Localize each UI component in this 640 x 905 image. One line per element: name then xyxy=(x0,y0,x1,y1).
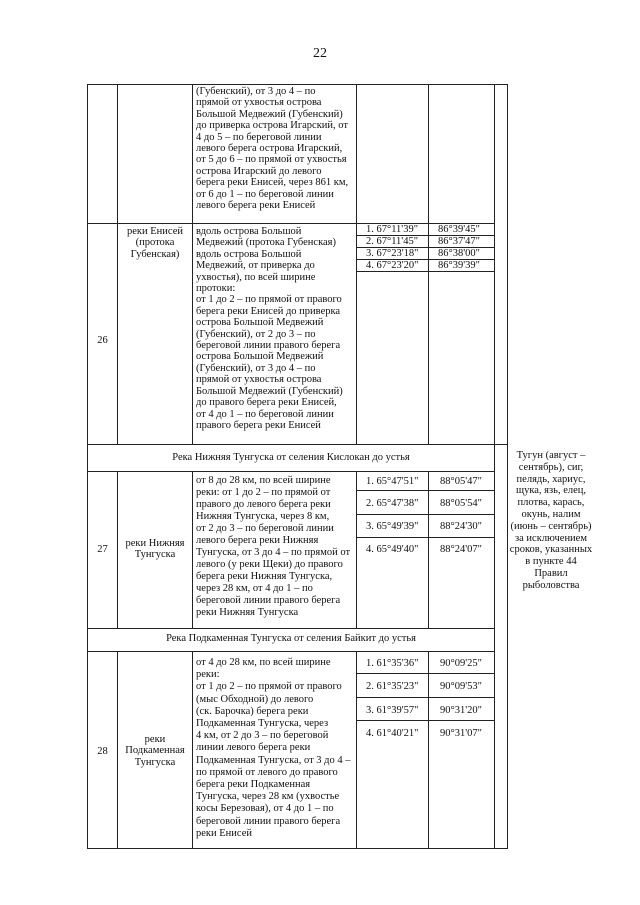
coord-lon: 88°05'47" xyxy=(440,476,482,487)
col-divider xyxy=(192,651,193,848)
col-divider xyxy=(117,84,118,444)
coord-divider xyxy=(356,490,494,491)
col-divider xyxy=(356,84,357,444)
row-divider xyxy=(87,471,494,472)
coord-divider xyxy=(356,697,494,698)
coord-lon: 88°24'30" xyxy=(440,521,482,532)
coord-divider xyxy=(356,720,494,721)
fishing-restrictions-note: Тугун (август – сентябрь), сиг, пелядь, хариус, щука, язь, елец, плотва, карась, окунь, налим (июнь – сентябрь) за исключением сроков, указанных в пункте 44 Правил рыболовства xyxy=(509,450,593,591)
coord-lat: 3. 65°49'39" xyxy=(366,521,419,532)
coord-lon: 90°09'53" xyxy=(440,681,482,692)
row-27-description: от 8 до 28 км, по всей ширине реки: от 1 до 2 – по прямой от правого до левого берега реки Нижняя Тунгуска, через 8 км, от 2 до 3 – по береговой линии левого берега реки Нижняя Тунгуска, от 3 до 4 – по прямой от левого (у реки Щеки) до правого берега реки Нижняя Тунгуска, через 28 км, от 4 до 1 – по береговой линии правого берега реки Нижняя Тунгуска xyxy=(196,475,351,618)
coord-divider xyxy=(356,514,494,515)
col-divider xyxy=(192,471,193,628)
page-number: 22 xyxy=(313,46,327,61)
table-border-bottom xyxy=(87,848,508,849)
coord-lat: 1. 65°47'51" xyxy=(366,476,419,487)
coord-lat: 4. 61°40'21" xyxy=(366,728,419,739)
row-26-number: 26 xyxy=(97,335,108,346)
coord-lat: 4. 67°23'20" xyxy=(366,260,419,271)
row-divider xyxy=(87,651,494,652)
coord-lon: 90°31'20" xyxy=(440,705,482,716)
col-divider xyxy=(356,471,357,628)
col-divider xyxy=(356,651,357,848)
coord-lon: 90°31'07" xyxy=(440,728,482,739)
coord-lon: 86°39'45" xyxy=(438,224,480,235)
coord-lat: 2. 67°11'45" xyxy=(366,236,418,247)
coord-lat: 1. 61°35'36" xyxy=(366,658,419,669)
coord-lat: 2. 61°35'23" xyxy=(366,681,419,692)
row-27-water-body: реки Нижняя Тунгуска xyxy=(125,538,185,561)
row-28-number: 28 xyxy=(97,746,108,757)
col-divider xyxy=(428,84,429,444)
coord-lat: 3. 61°39'57" xyxy=(366,705,419,716)
coord-lat: 3. 67°23'18" xyxy=(366,248,419,259)
row-divider xyxy=(87,444,508,445)
row-26-cont-description: (Губенский), от 3 до 4 – по прямой от ухвостья острова Большой Медвежий (Губенский) до приверка острова Игарский, от 4 до 5 – по береговой линии левого берега острова Игарский, от 5 до 6 – по прямой от ухвостья острова Игарский до левого берега реки Енисей, через 861 км, от 6 до 1 – по береговой линии левого берега реки Енисей xyxy=(196,86,349,212)
coord-divider xyxy=(356,537,494,538)
col-divider xyxy=(428,651,429,848)
row-26-water-body: реки Енисей (протока Губенская) xyxy=(127,226,183,260)
col-divider xyxy=(192,84,193,444)
row-divider xyxy=(87,223,494,224)
section-header-lower-tunguska: Река Нижняя Тунгуска от селения Кислокан до устья xyxy=(172,452,410,463)
coord-lat: 1. 67°11'39" xyxy=(366,224,418,235)
coord-lat: 2. 65°47'38" xyxy=(366,498,419,509)
coord-lon: 88°24'07" xyxy=(440,544,482,555)
row-28-description: от 4 до 28 км, по всей ширине реки: от 1 до 2 – по прямой от правого (мыс Обходной) до левого (ск. Барочка) берега реки Подкаменная Тунгуска, через 4 км, от 2 до 3 – по береговой линии левого берега реки Подкаменная Тунгуска, от 3 до 4 – по прямой от левого до правого берега реки Подкаменная Тунгуска, через 28 км (ухвостье косы Березовая), от 4 до 1 – по береговой линии правого берега реки Енисей xyxy=(196,657,351,839)
coord-lon: 88°05'54" xyxy=(440,498,482,509)
table-border-top xyxy=(87,84,508,85)
section-header-podkamennaya-tunguska: Река Подкаменная Тунгуска от селения Байкит до устья xyxy=(166,633,416,644)
row-26-description: вдоль острова Большой Медвежий (протока Губенская) вдоль острова Большой Медвежий, от приверка до ухвостья), по всей ширине протоки: от 1 до 2 – по прямой от правого берега реки Енисей до приверка острова Большой Медвежий (Губенский), от 2 до 3 – по береговой линии правого берега острова Большой Медвежий (Губенский), от 3 до 4 – по прямой от ухвостья острова Большой Медвежий (Губенский) до правого берега реки Енисей, от 4 до 1 – по береговой линии правого берега реки Енисей xyxy=(196,226,343,431)
col-divider xyxy=(428,471,429,628)
coord-divider xyxy=(356,673,494,674)
coord-lon: 90°09'25" xyxy=(440,658,482,669)
coord-lon: 86°38'00" xyxy=(438,248,480,259)
table-border-left xyxy=(87,84,88,849)
row-27-number: 27 xyxy=(97,544,108,555)
row-divider xyxy=(87,628,494,629)
coord-lon: 86°39'39" xyxy=(438,260,480,271)
row-28-water-body: реки Подкаменная Тунгуска xyxy=(125,734,185,768)
coord-lat: 4. 65°49'40" xyxy=(366,544,419,555)
coord-lon: 86°37'47" xyxy=(438,236,480,247)
